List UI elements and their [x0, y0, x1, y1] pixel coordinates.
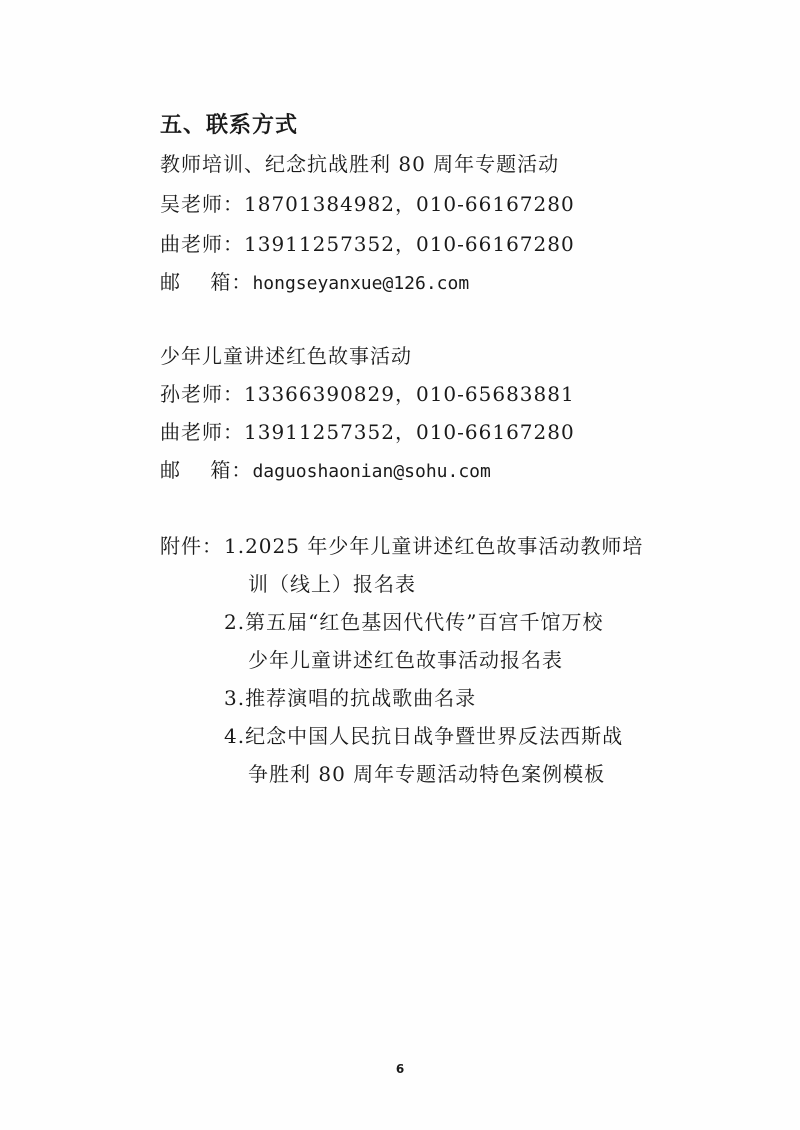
attachment-4-line2: 争胜利 80 周年专题活动特色案例模板: [248, 762, 606, 786]
group2-contact-sun: [160, 378, 575, 407]
contact-label: 曲老师：: [160, 232, 244, 256]
attachments-label: 附件：: [160, 534, 223, 558]
attachment-4-line1: 4.纪念中国人民抗日战争暨世界反法西斯战: [224, 724, 624, 748]
attachment-3-line1: 3.推荐演唱的抗战歌曲名录: [224, 686, 477, 710]
group1-contact-qu: [160, 228, 575, 257]
group2-contact-qu: [160, 416, 575, 445]
attachment-2-line2: 少年儿童讲述红色故事活动报名表: [248, 648, 563, 672]
contact-phone: 18701384982，010-66167280: [244, 192, 575, 216]
group2-title: 少年儿童讲述红色故事活动: [160, 344, 412, 368]
attachment-1-line2: 训（线上）报名表: [248, 572, 416, 596]
contact-label: 孙老师：: [160, 382, 244, 406]
email-label: 邮 箱：: [160, 458, 253, 482]
email-link[interactable]: daguoshaonian@sohu.com: [252, 461, 491, 482]
contact-phone: 13911257352，010-66167280: [244, 232, 575, 256]
contact-phone: 13911257352，010-66167280: [244, 420, 575, 444]
contact-label: 曲老师：: [160, 420, 244, 444]
email-label: 邮 箱：: [160, 270, 253, 294]
email-link[interactable]: hongseyanxue@126.com: [252, 273, 470, 294]
group1-contact-wu: [160, 188, 575, 217]
attachment-1-line1: 1.2025 年少年儿童讲述红色故事活动教师培: [224, 534, 644, 558]
page-number: 6: [395, 1062, 405, 1076]
group1-title: 教师培训、纪念抗战胜利 80 周年专题活动: [160, 152, 560, 176]
contact-label: 吴老师：: [160, 192, 244, 216]
contact-phone: 13366390829，010-65683881: [244, 382, 575, 406]
attachment-2-line1: 2.第五届“红色基因代代传”百宫千馆万校: [224, 610, 604, 634]
group2-email-row: [160, 454, 491, 483]
section-heading: 五、联系方式: [160, 113, 299, 138]
group1-email-row: [160, 266, 469, 295]
